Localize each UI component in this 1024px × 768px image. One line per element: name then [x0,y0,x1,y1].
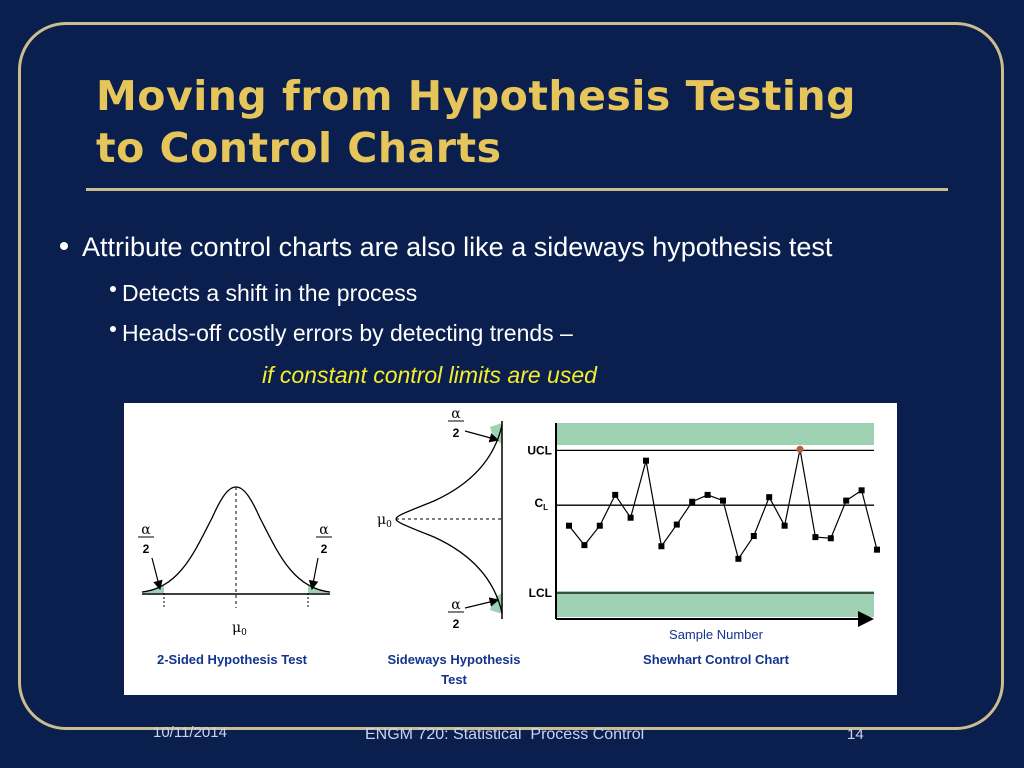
footer-page-number: 14 [847,726,864,743]
data-point [766,494,772,500]
caption-sideways-1: Sideways Hypothesis [387,652,521,667]
data-point [581,542,587,548]
footer-course: ENGM 720: Statistical Process Control [365,726,645,743]
data-point [859,487,865,493]
control-chart [527,423,880,667]
sub-bullet-2 [110,320,573,347]
bottom-two: 2 [452,617,460,631]
right-arrow [312,558,318,589]
series-line [569,449,877,559]
figure-panel [124,403,897,695]
bullet-main [60,232,832,263]
data-point [735,556,741,562]
sideways-test-diagram [377,406,520,687]
lower-band [556,591,874,617]
data-point [566,523,572,529]
sub-bullet-1-text: Detects a shift in the process [122,280,418,306]
ucl-label: UCL [527,443,552,458]
upper-band [556,423,874,445]
right-two: 2 [320,542,328,556]
data-point [782,523,788,529]
title-line-2: to Control Charts [96,124,502,172]
left-arrow [152,558,160,589]
data-point [812,534,818,540]
figure-svg [124,403,897,695]
control-chart-series [566,446,880,562]
left-alpha: α [141,522,151,538]
data-point [720,498,726,504]
data-point [597,523,603,529]
sub-bullet-2-text: Heads-off costly errors by detecting trends – [122,320,573,346]
top-two: 2 [452,426,460,440]
right-alpha: α [319,522,329,538]
lcl-label: LCL [528,586,552,601]
caption-shewhart: Shewhart Control Chart [643,652,789,667]
bullet-dot-icon [60,242,68,250]
two-sided-test-diagram [138,487,332,667]
cl-label: $C_L$ [534,496,548,513]
data-point [658,543,664,549]
bullet-main-text: Attribute control charts are also like a sideways hypothesis test [82,232,833,262]
data-point [643,458,649,464]
caption-two-sided: 2-Sided Hypothesis Test [156,652,308,667]
title-line-1: Moving from Hypothesis Testing [96,72,856,120]
bullet-dot-icon [110,326,116,332]
top-alpha: α [451,406,461,422]
slide-title [96,70,956,174]
out-of-control-point [797,446,804,453]
footer-date: 10/11/2014 [153,724,227,741]
mu-zero-mid: $\mu_0$ [377,512,392,530]
data-point [612,492,618,498]
data-point [874,547,880,553]
left-two: 2 [142,542,150,556]
bullet-dot-icon [110,286,116,292]
data-point [843,498,849,504]
sub-bullet-1 [110,280,417,307]
caption-sideways-2: Test [441,672,467,687]
bottom-alpha: α [451,597,461,613]
emphasis-text: if constant control limits are used [262,362,597,388]
title-underline [86,188,948,191]
data-point [674,522,680,528]
data-point [628,515,634,521]
data-point [751,533,757,539]
data-point [689,499,695,505]
x-axis-label: Sample Number [669,627,763,642]
mu-zero-left: $\mu_0$ [232,620,247,638]
bell-curve [142,487,330,592]
data-point [828,535,834,541]
data-point [705,492,711,498]
